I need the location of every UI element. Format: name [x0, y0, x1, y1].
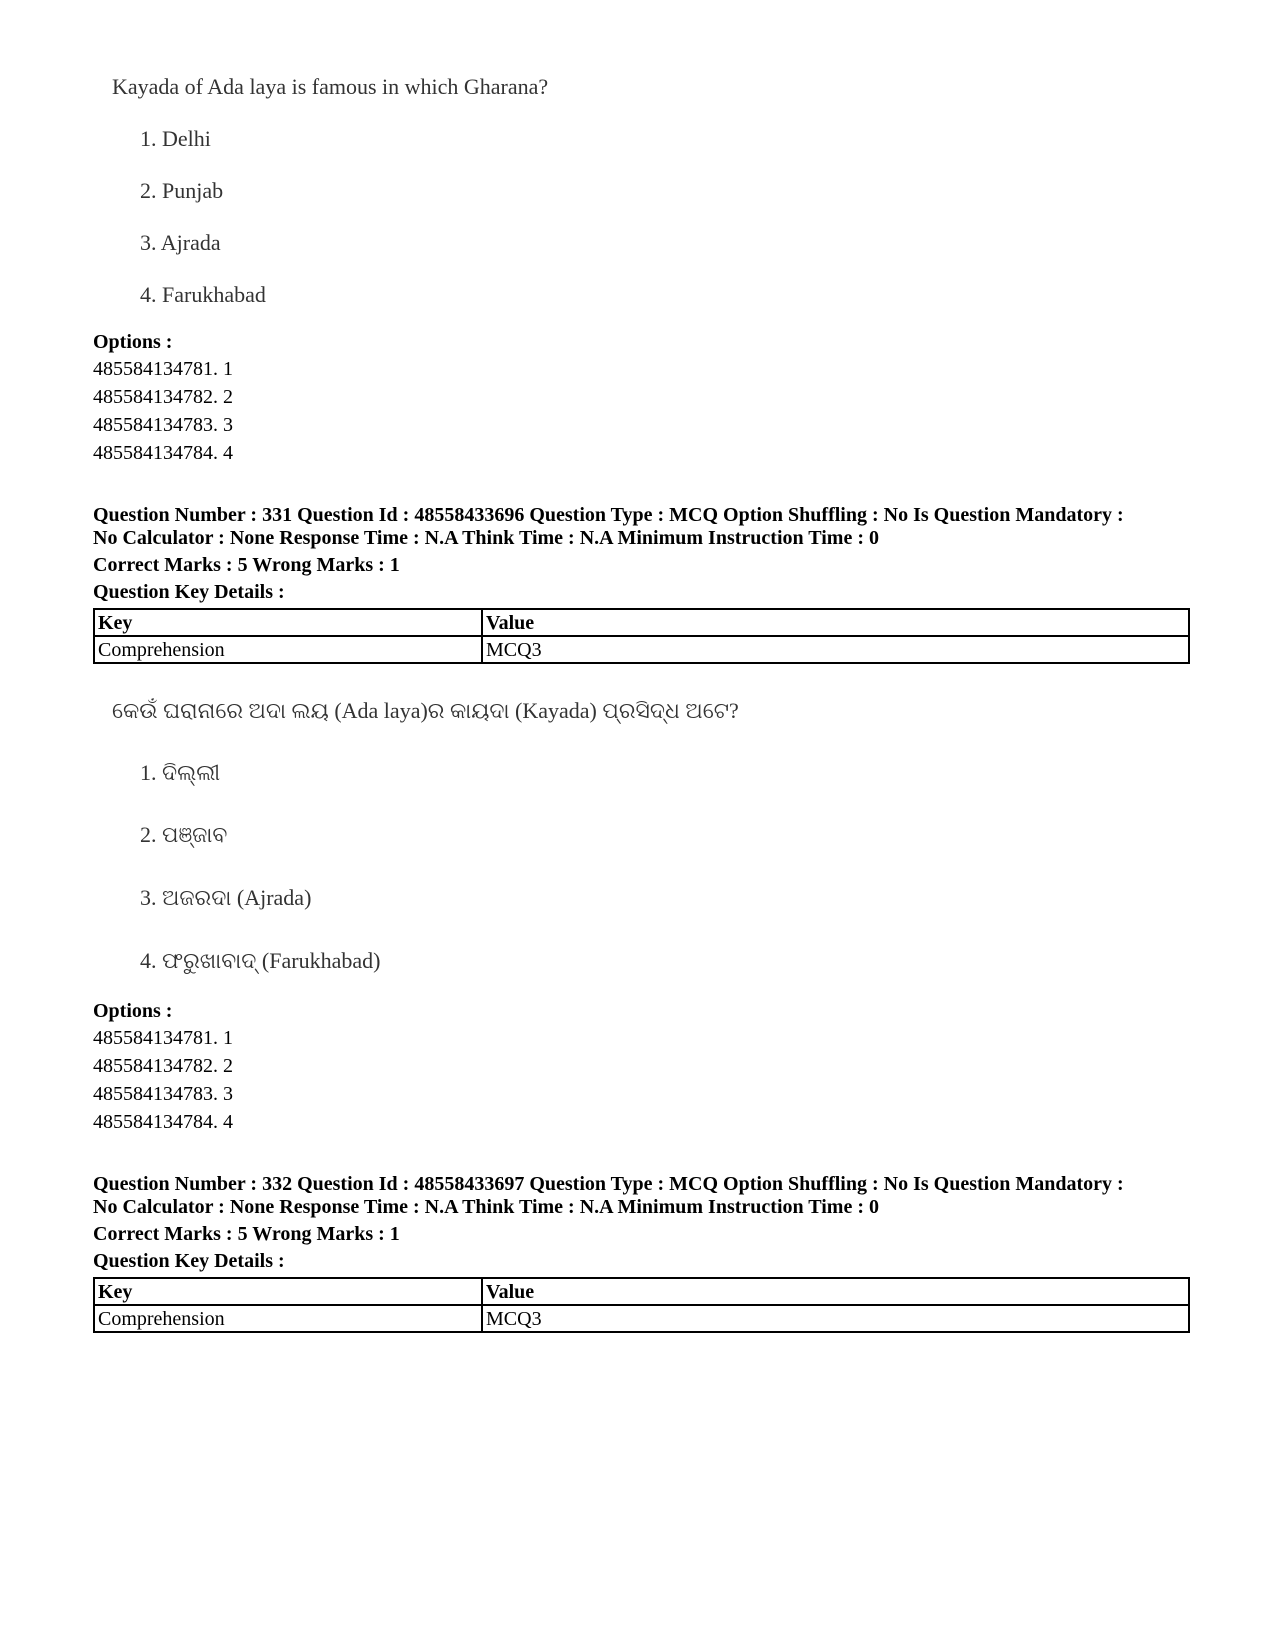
option-line: 485584134782. 2	[93, 386, 233, 408]
option-line: 485584134781. 1	[93, 358, 233, 380]
table-cell-value: MCQ3	[482, 636, 1189, 663]
option-line: 485584134783. 3	[93, 414, 233, 436]
table-row	[94, 1305, 1189, 1332]
question-text: କେଉଁ ଘରାନାରେ ଅଦା ଲୟ (Ada laya)ର କାୟଦା (Kayada) ପ୍ରସିଦ୍ଧ ଅଟେ?	[112, 698, 739, 723]
choice-item: 2. Punjab	[140, 178, 224, 203]
table-cell-value: MCQ3	[482, 1305, 1189, 1332]
table-cell-key: Comprehension	[94, 636, 482, 663]
marks-line: Correct Marks : 5 Wrong Marks : 1	[93, 554, 400, 576]
option-line: 485584134784. 4	[93, 1111, 233, 1133]
choice-item: 4. ଫରୁଖାବାଦ୍ (Farukhabad)	[140, 948, 381, 973]
option-line: 485584134784. 4	[93, 442, 233, 464]
table-header-value: Value	[482, 609, 1189, 636]
marks-line: Correct Marks : 5 Wrong Marks : 1	[93, 1223, 400, 1245]
table-header-key: Key	[94, 1278, 482, 1305]
key-details-label: Question Key Details :	[93, 581, 285, 603]
question-meta-line: No Calculator : None Response Time : N.A Think Time : N.A Minimum Instruction Time : 0	[93, 1196, 879, 1218]
options-label: Options :	[93, 331, 173, 353]
key-details-table	[93, 1277, 1190, 1333]
choice-item: 3. Ajrada	[140, 230, 221, 255]
choice-item: 4. Farukhabad	[140, 282, 266, 307]
choice-item: 1. ଦିଲ୍ଲୀ	[140, 760, 221, 785]
table-header-value: Value	[482, 1278, 1189, 1305]
table-cell-key: Comprehension	[94, 1305, 482, 1332]
question-meta-line: Question Number : 332 Question Id : 48558433697 Question Type : MCQ Option Shuffling : No Is Question Mandatory :	[93, 1173, 1124, 1195]
question-meta-line: No Calculator : None Response Time : N.A Think Time : N.A Minimum Instruction Time : 0	[93, 527, 879, 549]
table-header-row	[94, 1278, 1189, 1305]
question-text: Kayada of Ada laya is famous in which Gharana?	[112, 74, 549, 99]
option-line: 485584134782. 2	[93, 1055, 233, 1077]
question-meta-line: Question Number : 331 Question Id : 48558433696 Question Type : MCQ Option Shuffling : No Is Question Mandatory :	[93, 504, 1124, 526]
table-header-key: Key	[94, 609, 482, 636]
choice-item: 2. ପଞ୍ଜାବ	[140, 822, 228, 847]
table-row	[94, 636, 1189, 663]
option-line: 485584134781. 1	[93, 1027, 233, 1049]
key-details-label: Question Key Details :	[93, 1250, 285, 1272]
options-label: Options :	[93, 1000, 173, 1022]
choice-item: 3. ଅଜରଦା (Ajrada)	[140, 885, 312, 910]
key-details-table	[93, 608, 1190, 664]
option-line: 485584134783. 3	[93, 1083, 233, 1105]
table-header-row	[94, 609, 1189, 636]
choice-item: 1. Delhi	[140, 126, 211, 151]
